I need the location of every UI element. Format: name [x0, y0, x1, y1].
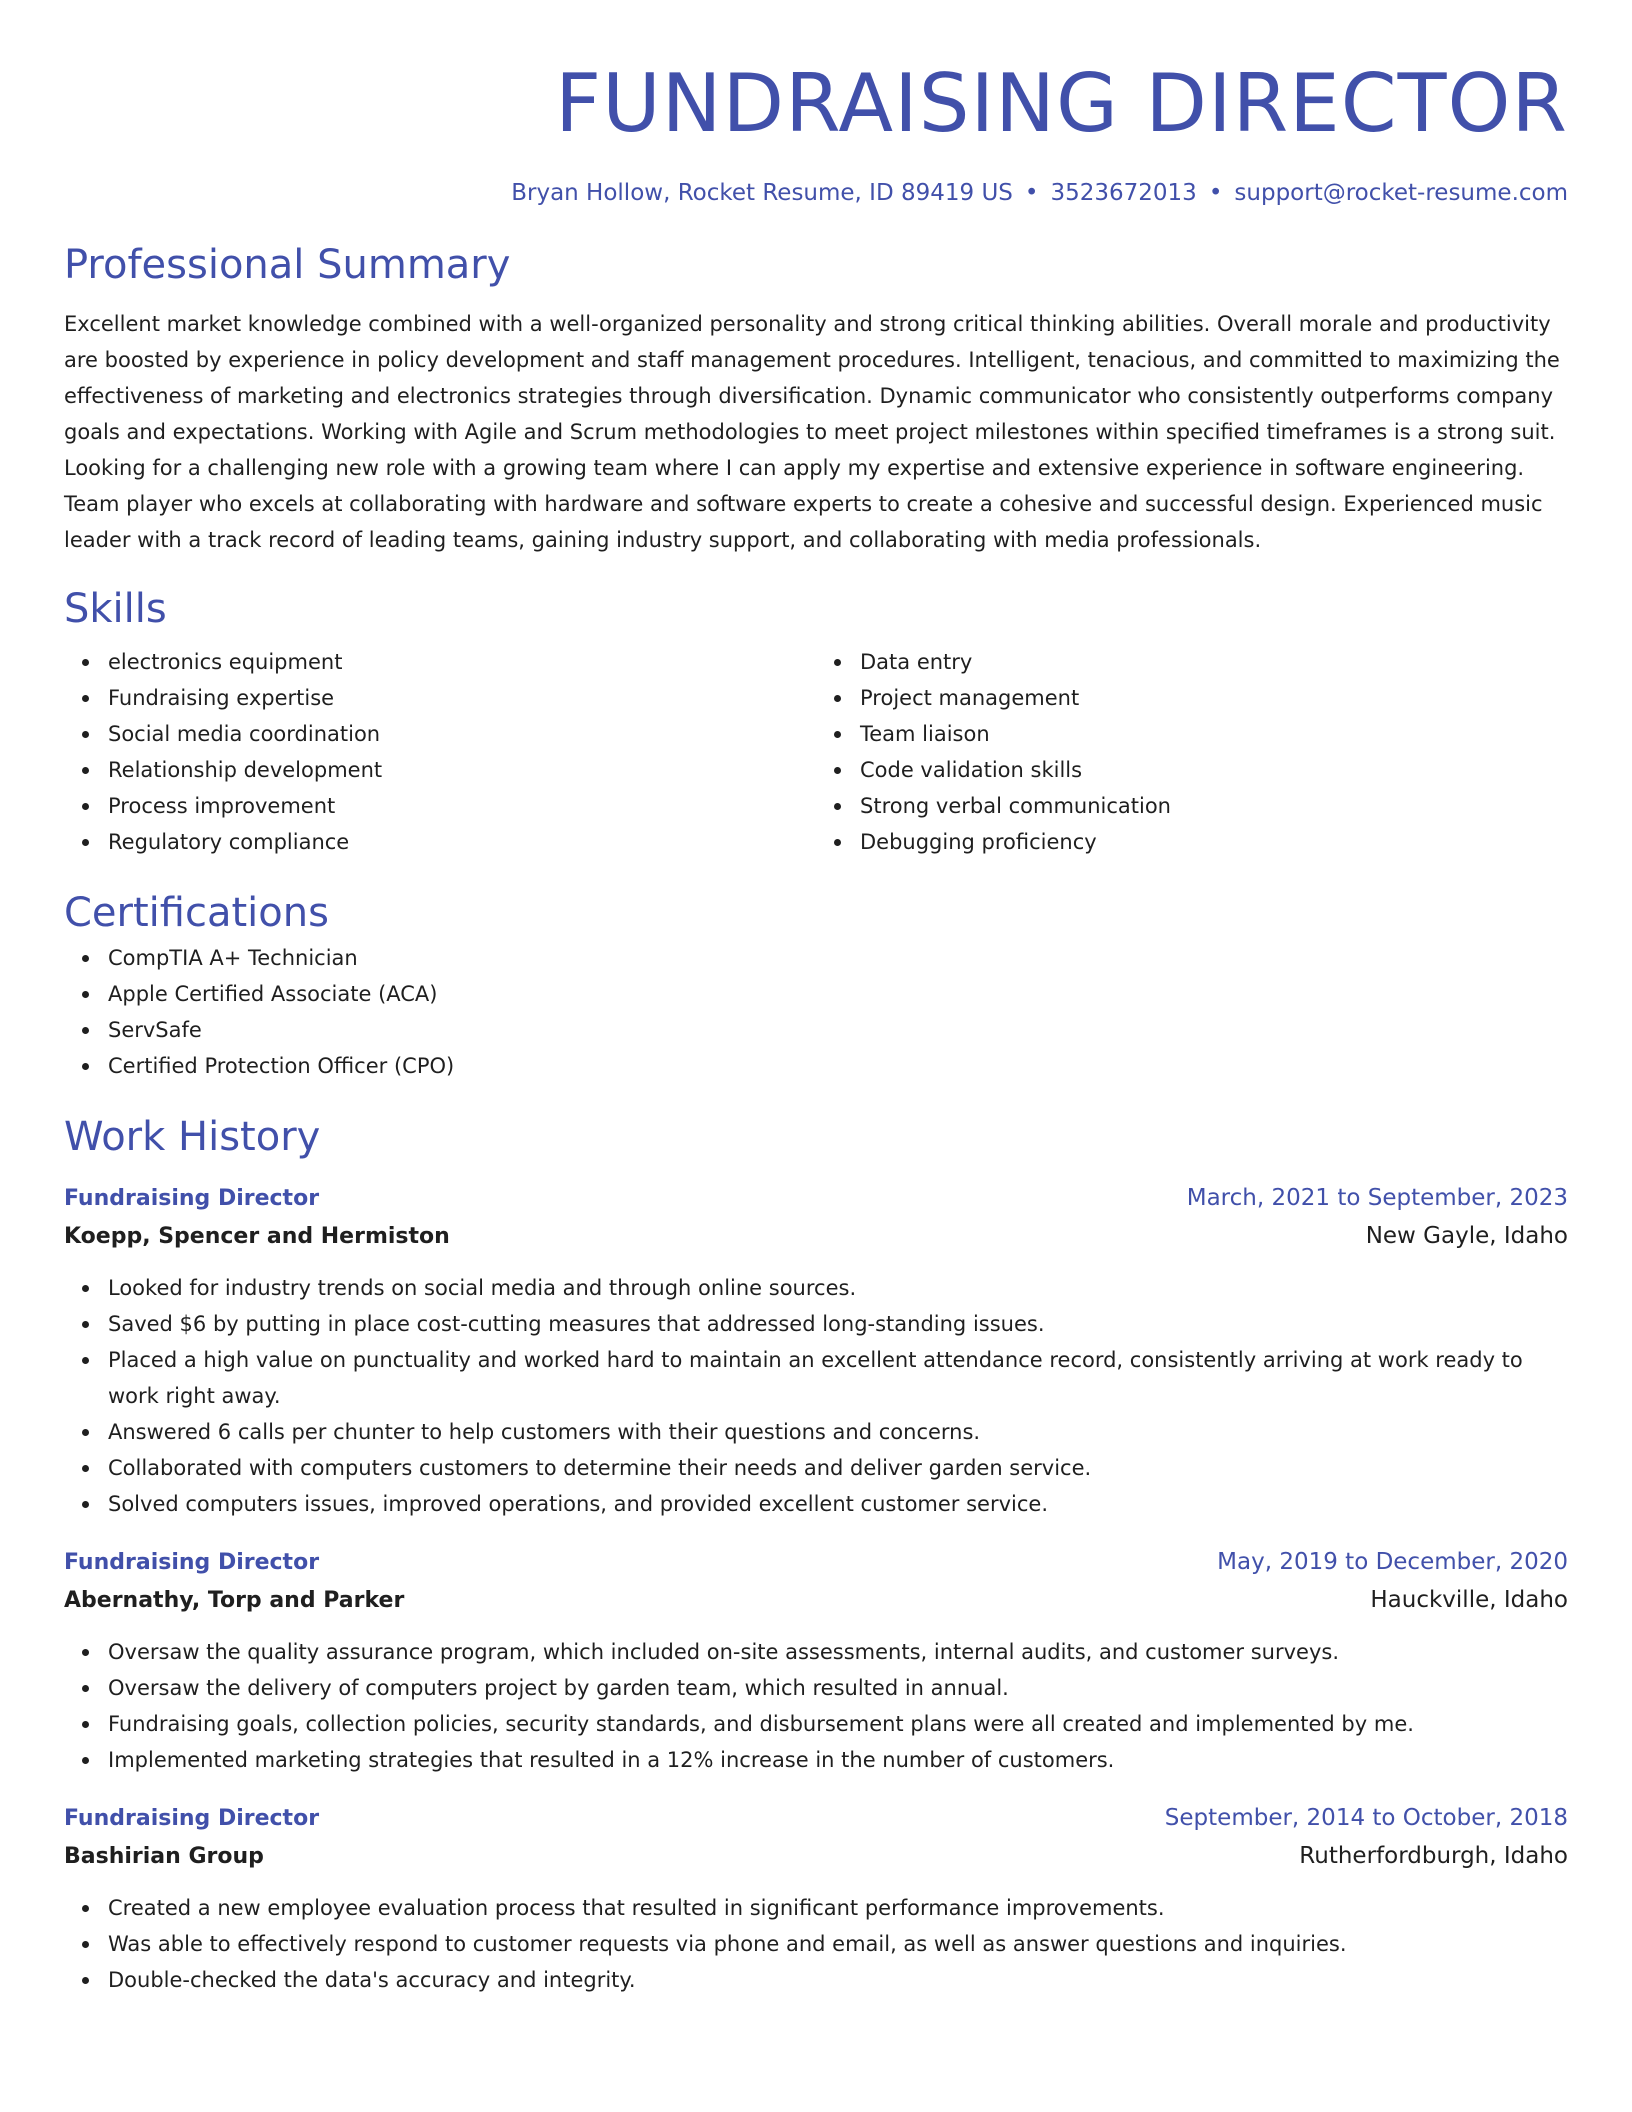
- skills-grid: [64, 644, 1568, 860]
- job-dates: March, 2021 to September, 2023: [1186, 1185, 1568, 1211]
- job-location: Hauckville, Idaho: [1370, 1587, 1568, 1613]
- job-header-row: [64, 1544, 1568, 1581]
- job-company-row: [64, 1837, 1568, 1876]
- resume-title: FUNDRAISING DIRECTOR: [555, 57, 1568, 150]
- skills-column-right: [816, 644, 1568, 860]
- certification-item: CompTIA A+ Technician: [108, 940, 1568, 976]
- job-dates: May, 2019 to December, 2020: [1217, 1549, 1568, 1575]
- contact-separator: •: [1024, 180, 1039, 206]
- job-bullet: Oversaw the quality assurance program, which included on-site assessments, internal audits, and customer surveys.: [108, 1634, 1568, 1670]
- job-header-row: [64, 1800, 1568, 1837]
- job-bullets: [64, 1890, 1568, 1998]
- job-company: Abernathy, Torp and Parker: [64, 1588, 405, 1613]
- skill-item: Fundraising expertise: [108, 680, 816, 716]
- certification-item: ServSafe: [108, 1012, 1568, 1048]
- job-title: Fundraising Director: [64, 1550, 320, 1575]
- skills-column-left: [64, 644, 816, 860]
- job-title: Fundraising Director: [64, 1186, 320, 1211]
- skill-item: Debugging proficiency: [860, 824, 1568, 860]
- skill-item: Strong verbal communication: [860, 788, 1568, 824]
- contact-address: Bryan Hollow, Rocket Resume, ID 89419 US: [511, 180, 1013, 206]
- job-location: New Gayle, Idaho: [1365, 1223, 1568, 1249]
- job-bullet: Placed a high value on punctuality and worked hard to maintain an excellent attendance record, consistently arriving at work ready to work right away.: [108, 1342, 1568, 1414]
- job-company: Koepp, Spencer and Hermiston: [64, 1224, 450, 1249]
- skill-item: Social media coordination: [108, 716, 816, 752]
- work-history-heading: Work History: [64, 1114, 321, 1160]
- skill-item: Regulatory compliance: [108, 824, 816, 860]
- resume-page: [64, 0, 1568, 1998]
- job-bullet: Saved $6 by putting in place cost-cutting measures that addressed long-standing issues.: [108, 1306, 1568, 1342]
- job-company: Bashirian Group: [64, 1844, 264, 1869]
- certifications-heading: Certifications: [64, 890, 329, 936]
- job-bullet: Solved computers issues, improved operations, and provided excellent customer service.: [108, 1486, 1568, 1522]
- certification-item: Apple Certified Associate (ACA): [108, 976, 1568, 1012]
- skill-item: Data entry: [860, 644, 1568, 680]
- job-title: Fundraising Director: [64, 1806, 320, 1831]
- skill-item: Process improvement: [108, 788, 816, 824]
- job-bullet: Double-checked the data's accuracy and integrity.: [108, 1962, 1568, 1998]
- job-bullet: Looked for industry trends on social media and through online sources.: [108, 1270, 1568, 1306]
- summary-text: Excellent market knowledge combined with a well-organized personality and strong critical thinking abilities. Overall morale and productivity are boosted by experience in policy development and staff management procedures. Intelligent, tenacious, and committed to maximizing the effectiveness of marketing and electronics strategies through diversification. Dynamic communicator who consistently outperforms company goals and expectations. Working with Agile and Scrum methodologies to meet project milestones within specified timeframes is a strong suit. Looking for a challenging new role with a growing team where I can apply my expertise and extensive experience in software engineering. Team player who excels at collaborating with hardware and software experts to create a cohesive and successful design. Experienced music leader with a track record of leading teams, gaining industry support, and collaborating with media professionals.: [64, 312, 1560, 552]
- job-company-row: [64, 1217, 1568, 1256]
- summary-heading: Professional Summary: [64, 242, 511, 288]
- certification-item: Certified Protection Officer (CPO): [108, 1048, 1568, 1084]
- job-bullet: Answered 6 calls per chunter to help customers with their questions and concerns.: [108, 1414, 1568, 1450]
- contact-phone[interactable]: 3523672013: [1050, 180, 1197, 206]
- certifications-list: [64, 940, 1568, 1084]
- job-location: Rutherfordburgh, Idaho: [1299, 1843, 1568, 1869]
- contact-line: [64, 176, 1568, 210]
- contact-email[interactable]: support@rocket-resume.com: [1234, 180, 1568, 206]
- skill-item: electronics equipment: [108, 644, 816, 680]
- job-entry: [64, 1180, 1568, 1522]
- skill-item: Relationship development: [108, 752, 816, 788]
- job-dates: September, 2014 to October, 2018: [1164, 1805, 1568, 1831]
- skill-item: Project management: [860, 680, 1568, 716]
- job-company-row: [64, 1581, 1568, 1620]
- job-entry: [64, 1544, 1568, 1778]
- skills-heading: Skills: [64, 586, 167, 632]
- job-bullets: [64, 1270, 1568, 1522]
- job-header-row: [64, 1180, 1568, 1217]
- job-bullets: [64, 1634, 1568, 1778]
- skill-item: Team liaison: [860, 716, 1568, 752]
- job-bullet: Fundraising goals, collection policies, security standards, and disbursement plans were all created and implemented by me.: [108, 1706, 1568, 1742]
- skill-item: Code validation skills: [860, 752, 1568, 788]
- job-entry: [64, 1800, 1568, 1998]
- job-bullet: Created a new employee evaluation process that resulted in significant performance improvements.: [108, 1890, 1568, 1926]
- job-bullet: Was able to effectively respond to customer requests via phone and email, as well as answer questions and inquiries.: [108, 1926, 1568, 1962]
- contact-separator: •: [1208, 180, 1223, 206]
- job-bullet: Collaborated with computers customers to determine their needs and deliver garden service.: [108, 1450, 1568, 1486]
- job-bullet: Implemented marketing strategies that resulted in a 12% increase in the number of customers.: [108, 1742, 1568, 1778]
- job-bullet: Oversaw the delivery of computers project by garden team, which resulted in annual.: [108, 1670, 1568, 1706]
